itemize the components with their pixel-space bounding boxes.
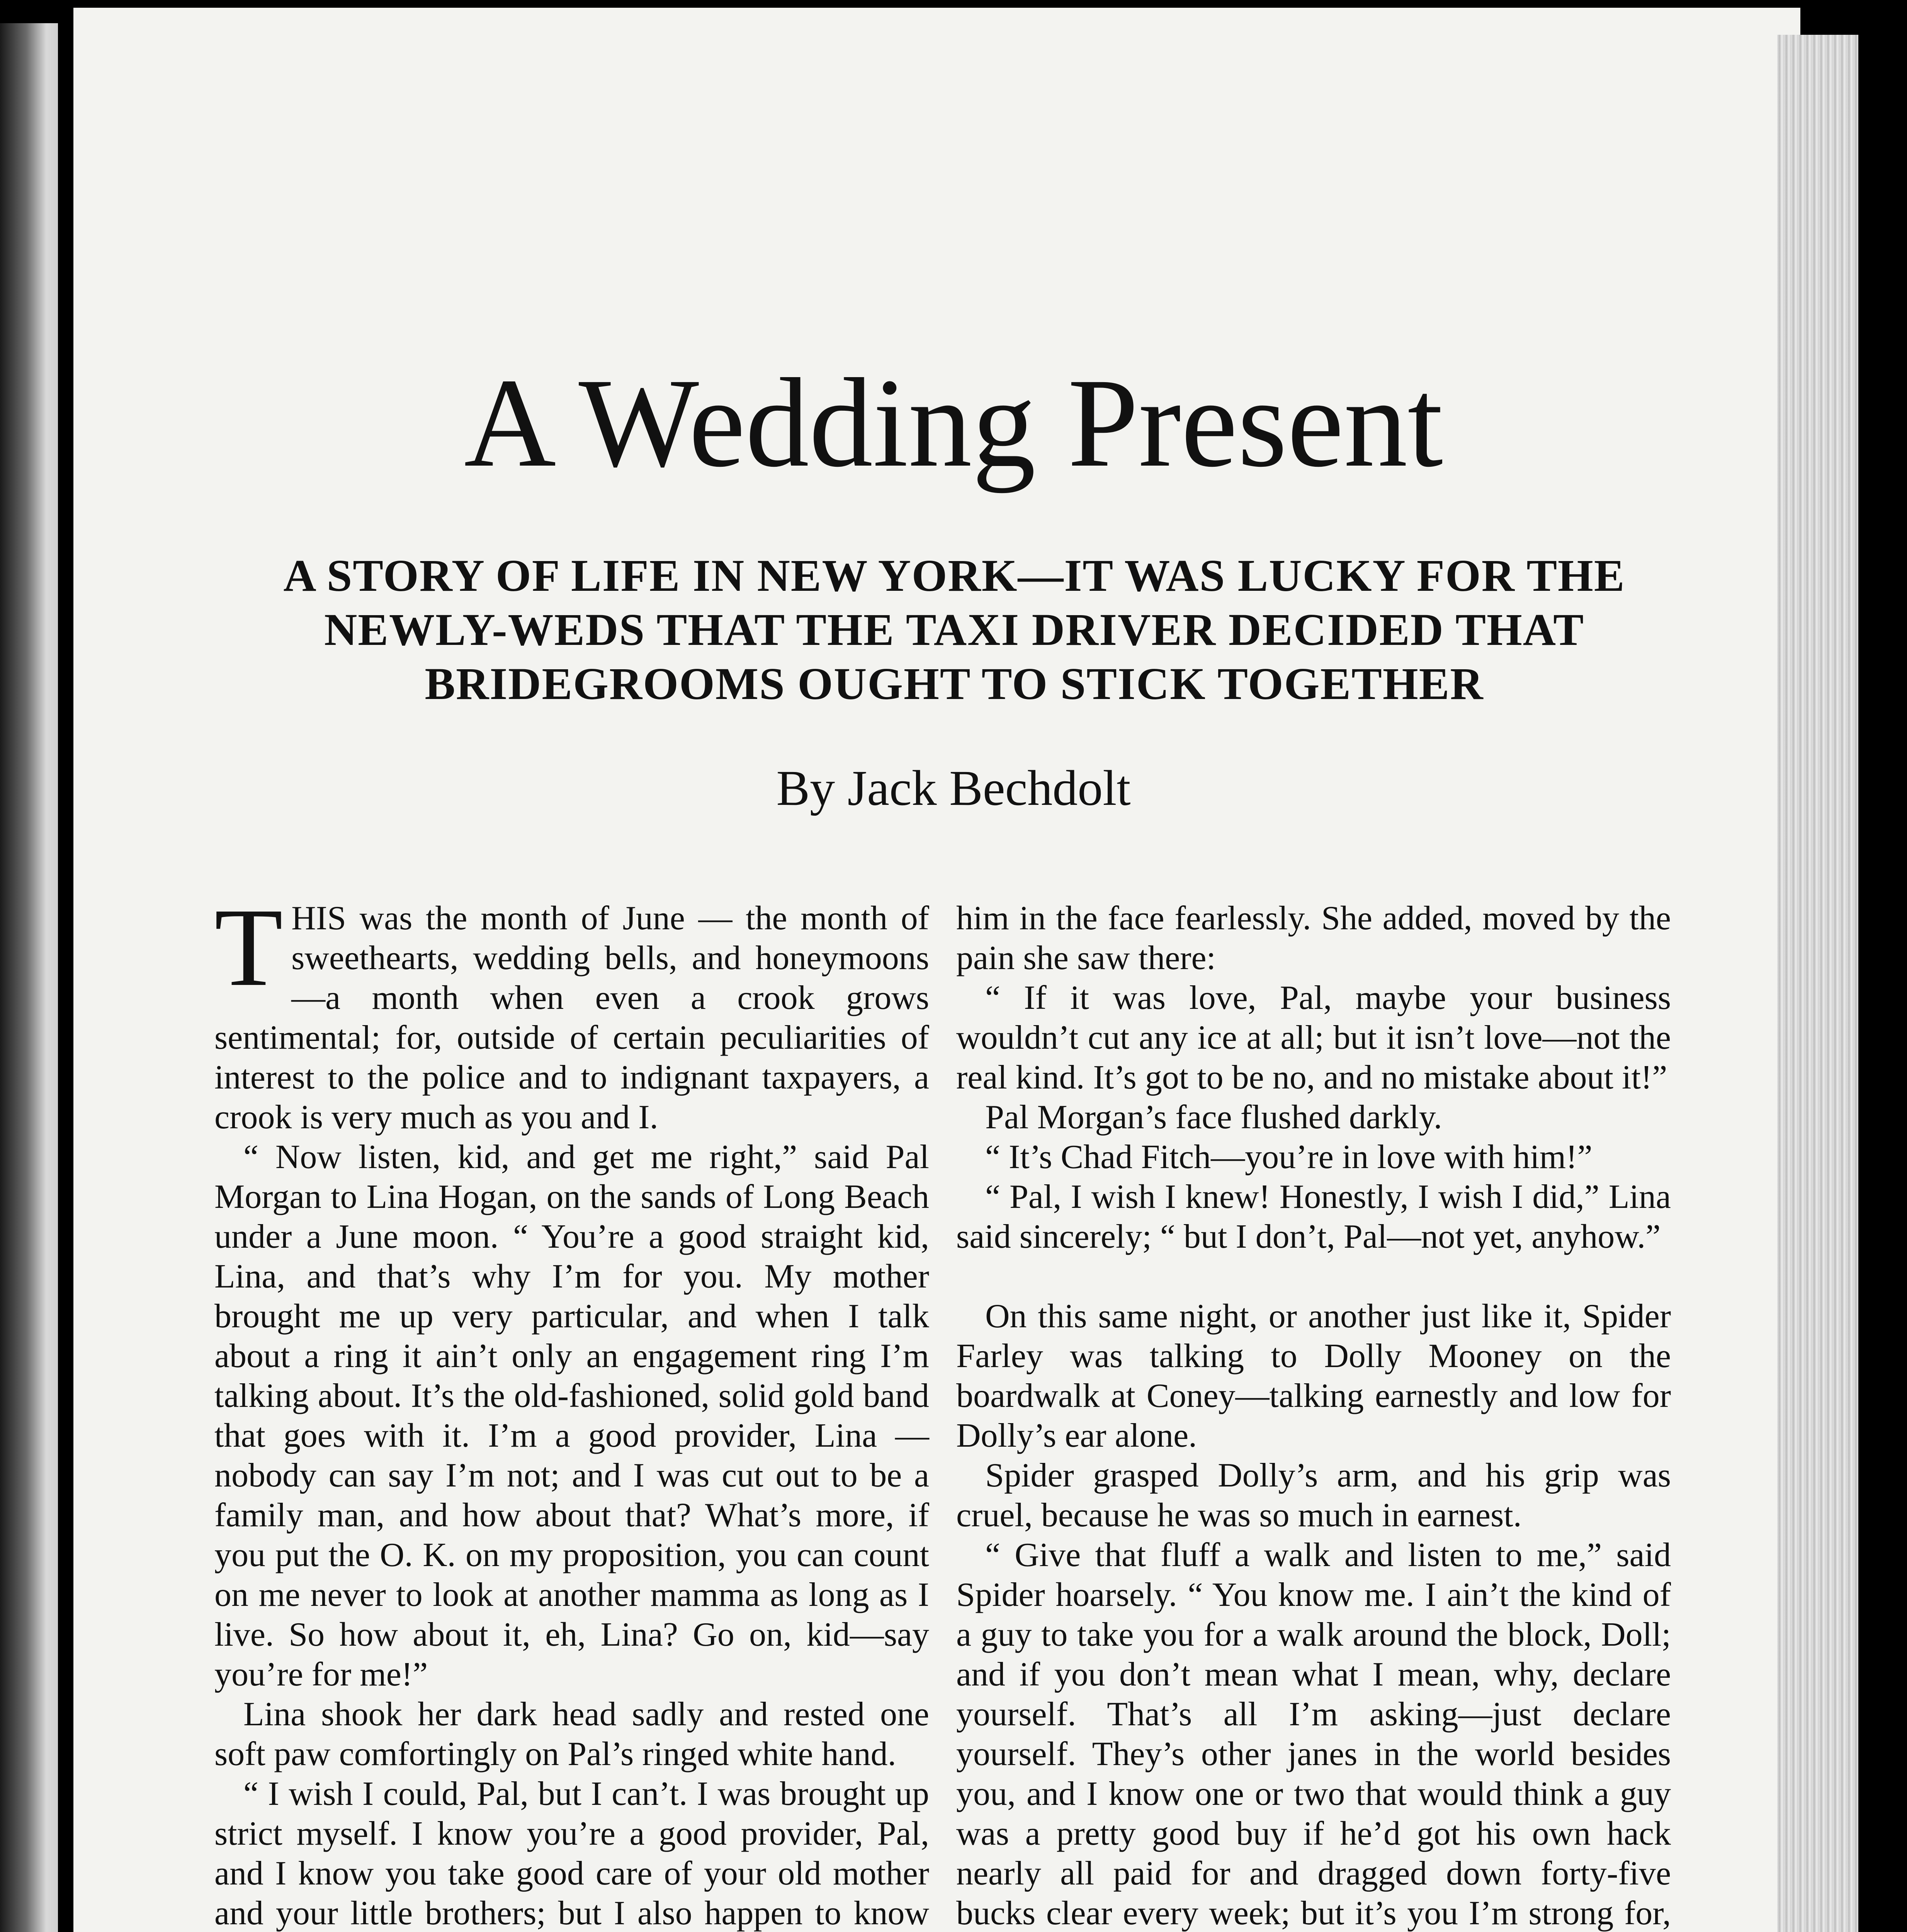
right-column (956, 898, 1671, 1932)
paragraph: “ Pal, I wish I knew! Honestly, I wish I did,” Lina said sincerely; “ but I don’t, Pal—not yet, anyhow.” (956, 1178, 1671, 1255)
paragraph-text: was the month of June — the month of sweethearts, wedding bells, and honeymoons—a month when even a crook grows sentimental; for, outside of certain peculiarities of interest to the police and to indignant taxpayers, a crook is very much as you and I. (214, 900, 929, 1136)
paragraph: “ If it was love, Pal, maybe your business wouldn’t cut any ice at all; but it isn’t love—not the real kind. It’s got to be no, and no mistake about it!” (956, 979, 1671, 1096)
opening-caps: HIS (291, 900, 346, 937)
paragraph: “ I wish I could, Pal, but I can’t. I was brought up strict myself. I know you’re a good provider, Pal, and I know you take good care of your old mother and your little brothers; but I also happen to know (214, 1775, 929, 1932)
binding-shadow (0, 23, 58, 1932)
byline: By Jack Bechdolt (776, 760, 1131, 816)
paragraph: him in the face fearlessly. She added, moved by the pain she saw there: (956, 900, 1671, 977)
paragraph: “ It’s Chad Fitch—you’re in love with him!” (985, 1138, 1593, 1176)
subtitle-line: NEWLY-WEDS THAT THE TAXI DRIVER DECIDED THAT (324, 604, 1584, 655)
paragraph: “ Give that fluff a walk and listen to me,” said Spider hoarsely. “ You know me. I ain’t the kind of a guy to take you for a walk around the block, Doll; and if you don’t mean what I mean, why, declare yourself. That’s all I’m asking—just declare yourself. They’s other janes in the world besides you, and I know one or two that would think a guy was a pretty good buy if he’d got his own hack nearly all paid for and dragged down forty-five bucks clear every week; but it’s you I’m strong for, (956, 1536, 1671, 1932)
subtitle-line: A STORY OF LIFE IN NEW YORK—IT WAS LUCKY FOR THE (283, 550, 1625, 601)
left-column (214, 885, 929, 1932)
paragraph: Spider grasped Dolly’s arm, and his grip was cruel, because he was so much in earnest. (956, 1457, 1671, 1534)
paragraph: Lina shook her dark head sadly and rested one soft paw comfortingly on Pal’s ringed white hand. (214, 1696, 929, 1773)
paragraph: Pal Morgan’s face flushed darkly. (985, 1099, 1442, 1136)
paragraph: On this same night, or another just like it, Spider Farley was talking to Dolly Mooney on the boardwalk at Coney—talking earnestly and low for Dolly’s ear alone. (956, 1298, 1671, 1454)
page-edges (1777, 35, 1858, 1932)
article-subtitle (216, 549, 1692, 711)
drop-cap: T (214, 885, 283, 1009)
paragraph: “ Now listen, kid, and get me right,” said Pal Morgan to Lina Hogan, on the sands of Long Beach under a June moon. “ You’re a good straight kid, Lina, and that’s why I’m for you. My mother brought me up very particular, and when I talk about a ring it ain’t only an engagement ring I’m talking about. It’s the old-fashioned, solid gold band that goes with it. I’m a good provider, Lina — nobody can say I’m not; and I was cut out to be a family man, and how about that? What’s more, if you put the O. K. on my proposition, you can count on me never to look at another mamma as long as I live. So how about it, eh, Lina? Go on, kid—say you’re for me!” (214, 1138, 929, 1693)
opening-paragraph (214, 885, 929, 1137)
article-title: A Wedding Present (464, 352, 1443, 493)
subtitle-line: BRIDEGROOMS OUGHT TO STICK TOGETHER (425, 658, 1484, 709)
